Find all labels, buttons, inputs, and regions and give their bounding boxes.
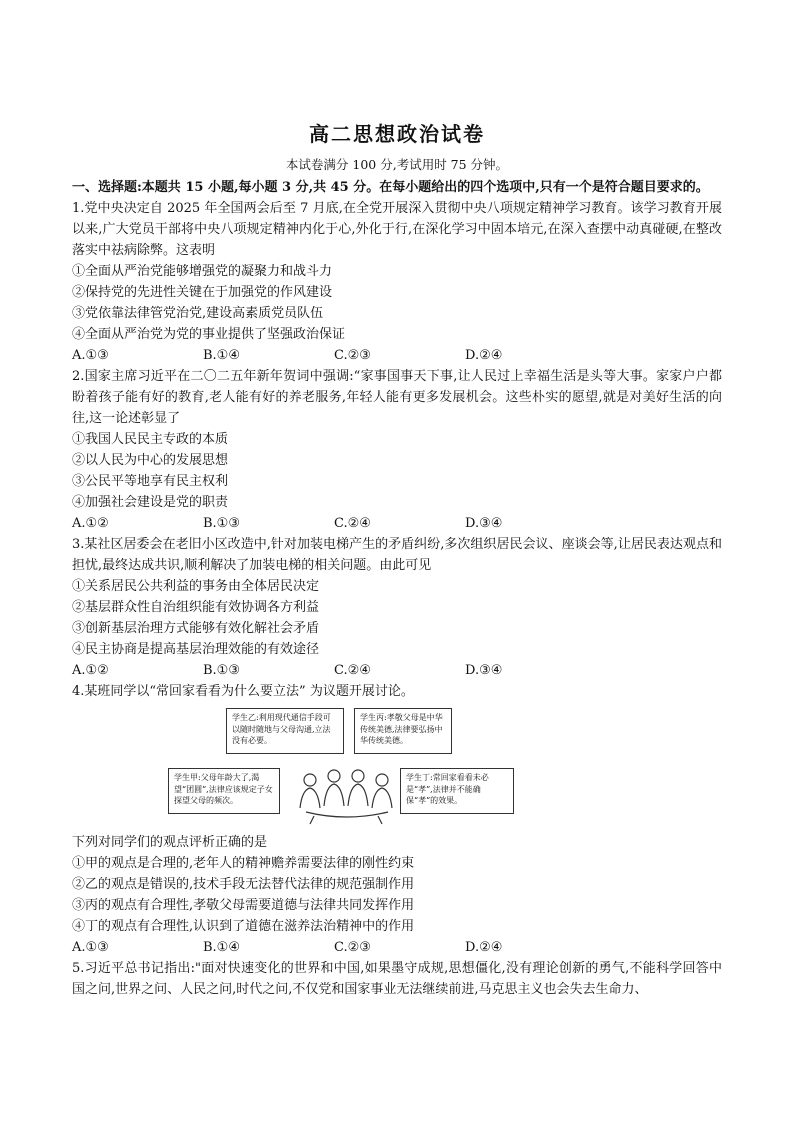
choice-b: B.①③ <box>203 663 240 678</box>
question-3-option-4: ④民主协商是提高基层治理效能的有效途径 <box>72 642 320 657</box>
choice-c: C.②③ <box>334 348 371 363</box>
exam-instructions: 本试卷满分 100 分,考试用时 75 分钟。 <box>285 157 509 172</box>
question-4-option-1: ①甲的观点是合理的,老年人的精神赡养需要法律的刚性约束 <box>72 856 415 871</box>
question-2-option-1: ①我国人民民主专政的本质 <box>72 432 229 447</box>
choice-b: B.①④ <box>203 940 240 955</box>
question-2-option-3: ③公民平等地享有民主权利 <box>72 474 229 489</box>
question-1-option-3: ③党依靠法律管党治党,建设高素质党员队伍 <box>72 306 324 321</box>
section-heading: 一、选择题:本题共 15 小题,每小题 3 分,共 45 分。在每小题给出的四个选项中,只有一个是符合题目要求的。 <box>72 180 709 195</box>
choice-b: B.①③ <box>203 516 240 531</box>
question-4-choices <box>72 937 722 958</box>
question-3-option-2: ②基层群众性自治组织能有效协调各方利益 <box>72 600 320 615</box>
choice-d: D.②④ <box>465 940 503 955</box>
question-1-option-1: ①全面从严治党能够增强党的凝聚力和战斗力 <box>72 264 333 279</box>
question-4-option-4: ④丁的观点有合理性,认识到了道德在滋养法治精神中的作用 <box>72 919 415 934</box>
speech-bubble-bing: 学生丙:孝敬父母是中华传统美德,法律要弘扬中华传统美德。 <box>354 708 452 754</box>
speech-bubble-jia: 学生甲:父母年龄大了,渴望“团圆”,法律应该规定子女探望父母的频次。 <box>168 768 280 814</box>
choice-a: A.①② <box>72 516 109 531</box>
question-1-option-2: ②保持党的先进性关键在于加强党的作风建设 <box>72 285 333 300</box>
discussion-illustration <box>168 708 514 826</box>
choice-c: C.②③ <box>334 940 371 955</box>
choice-d: D.③④ <box>465 516 503 531</box>
choice-d: D.③④ <box>465 663 503 678</box>
choice-a: A.①② <box>72 663 109 678</box>
choice-c: C.②④ <box>334 663 371 678</box>
question-2-option-4: ④加强社会建设是党的职责 <box>72 495 229 510</box>
question-4-option-3: ③丙的观点有合理性,孝敬父母需要道德与法律共同发挥作用 <box>72 898 415 913</box>
question-4-stem: 4.某班同学以“常回家看看为什么要立法” 为议题开展讨论。 <box>72 684 414 699</box>
question-3-choices <box>72 660 722 681</box>
question-1-option-4: ④全面从严治党为党的事业提供了坚强政治保证 <box>72 327 346 342</box>
question-3-stem: 3.某社区居委会在老旧小区改造中,针对加装电梯产生的矛盾纠纷,多次组织居民会议、座谈会等,让居民表达观点和担忧,最终达成共识,顺利解决了加装电梯的相关问题。由此可见 <box>72 537 722 573</box>
question-5-stem: 5.习近平总书记指出:"面对快速变化的世界和中国,如果墨守成规,思想僵化,没有理论创新的勇气,不能科学回答中国之问,世界之问、人民之问,时代之问,不仅党和国家事业无法继续前进,马克思主义也会失去生命力、 <box>72 961 722 997</box>
question-4-option-2: ②乙的观点是错误的,技术手段无法替代法律的规范强制作用 <box>72 877 415 892</box>
question-2-option-2: ②以人民为中心的发展思想 <box>72 453 229 468</box>
students-drawing-icon <box>296 766 396 826</box>
exam-page <box>72 118 722 1000</box>
question-3-option-3: ③创新基层治理方式能够有效化解社会矛盾 <box>72 621 320 636</box>
choice-a: A.①③ <box>72 940 109 955</box>
question-2-stem: 2.国家主席习近平在二〇二五年新年贺词中强调:“家事国事天下事,让人民过上幸福生活是头等大事。家家户户都盼着孩子能有好的教育,老人能有好的养老服务,年轻人能有更多发展机会。这些朴实的愿望,就是对美好生活的向往,这一论述彰显了 <box>72 369 722 426</box>
question-1-choices <box>72 345 722 366</box>
question-2-choices <box>72 513 722 534</box>
speech-bubble-ding: 学生丁:常回家看看未必是“孝”,法律并不能确保“孝”的效果。 <box>400 768 514 814</box>
speech-bubble-yi: 学生乙:利用现代通信手段可以随时随地与父母沟通,立法没有必要。 <box>226 708 344 754</box>
choice-d: D.②④ <box>465 348 503 363</box>
page-title: 高二思想政治试卷 <box>309 122 485 146</box>
choice-b: B.①④ <box>203 348 240 363</box>
question-4-stem-2: 下列对同学们的观点评析正确的是 <box>72 835 268 850</box>
choice-c: C.②④ <box>334 516 371 531</box>
choice-a: A.①③ <box>72 348 109 363</box>
question-1-stem: 1.党中央决定自 2025 年全国两会后至 7 月底,在全党开展深入贯彻中央八项规定精神学习教育。该学习教育开展以来,广大党员干部将中央八项规定精神内化于心,外化于行,在深化学习中固本培元,在深入查摆中动真碰硬,在整改落实中祛病除弊。这表明 <box>72 201 722 258</box>
question-3-option-1: ①关系居民公共利益的事务由全体居民决定 <box>72 579 320 594</box>
